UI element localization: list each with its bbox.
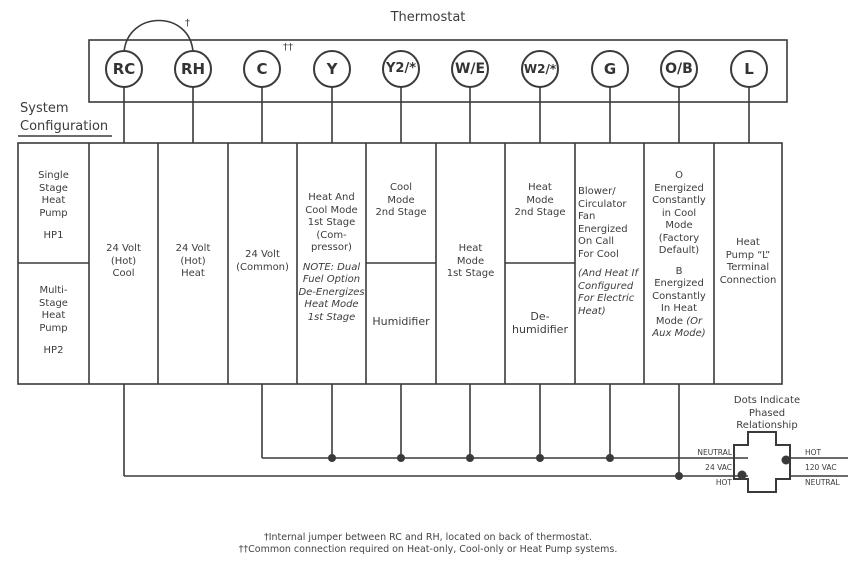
cell-y2-bottom: Humidifier [372, 315, 430, 328]
cell-rc: 24 Volt (Hot) Cool [106, 243, 141, 279]
label-hot-right: HOT [805, 448, 822, 457]
terminal-y2: Y2/* [385, 61, 416, 76]
config-code-hp1: HP1 [43, 230, 64, 241]
terminal-we: W/E [454, 61, 486, 77]
terminal-rh: RH [180, 60, 206, 78]
label-hot-left: HOT [715, 478, 732, 487]
terminal-c: C [256, 60, 268, 78]
config-hp2: Multi- Stage Heat Pump HP2 [18, 285, 89, 358]
common-mark: †† [283, 42, 293, 53]
jumper-arc [124, 21, 193, 53]
config-code-hp2: HP2 [43, 345, 64, 356]
cell-we: Heat Mode 1st Stage [446, 243, 495, 279]
cell-g: Blower/ Circulator Fan Energized On Call For Cool (And Heat If Configured For Electric Heat) [578, 186, 644, 318]
terminal-g: G [603, 60, 617, 78]
cell-g-note: (And Heat If [578, 268, 638, 279]
cell-ob: O Energized Constantly in Cool Mode (Factory Default) B Energized Constantly In Heat Mode (Or Aux Mode) [652, 170, 706, 339]
terminal-l: L [744, 60, 754, 78]
footnote-common: ††Common connection required on Heat-only, Cool-only or Heat Pump systems. [238, 544, 618, 555]
config-hp1: Single Stage Heat Pump HP1 [18, 170, 89, 243]
system-config-label: System Configuration [20, 101, 109, 134]
cell-rh: 24 Volt (Hot) Heat [175, 243, 211, 279]
label-neutral-left: NEUTRAL [697, 448, 732, 457]
terminal-rc: RC [112, 60, 136, 78]
terminal-ob: O/B [665, 61, 693, 77]
cell-y: Heat And Cool Mode 1st Stage (Com- pressor) NOTE: Dual Fuel Option De-Energizes Heat Mode 1st Stage [298, 192, 365, 323]
cell-y-note: NOTE: Dual [302, 261, 361, 273]
label-24vac: 24 VAC [705, 463, 732, 472]
jumper-mark: † [185, 18, 190, 29]
terminal-w2: W2/* [523, 62, 557, 76]
terminal-y: Y [326, 60, 338, 78]
cell-y2-top: Cool Mode 2nd Stage [375, 182, 427, 218]
cell-w2-bottom: De- humidifier [512, 310, 568, 336]
cell-w2-top: Heat Mode 2nd Stage [514, 182, 566, 218]
cell-c: 24 Volt (Common) [236, 249, 289, 273]
footnote-jumper: †Internal jumper between RC and RH, located on back of thermostat. [263, 532, 593, 543]
diagram-title: Thermostat [390, 10, 466, 25]
label-120vac: 120 VAC [805, 463, 837, 472]
cell-l: Heat Pump “L” Terminal Connection [719, 237, 777, 286]
label-neutral-right: NEUTRAL [805, 478, 840, 487]
phase-note: Dots Indicate Phased Relationship [733, 395, 801, 431]
